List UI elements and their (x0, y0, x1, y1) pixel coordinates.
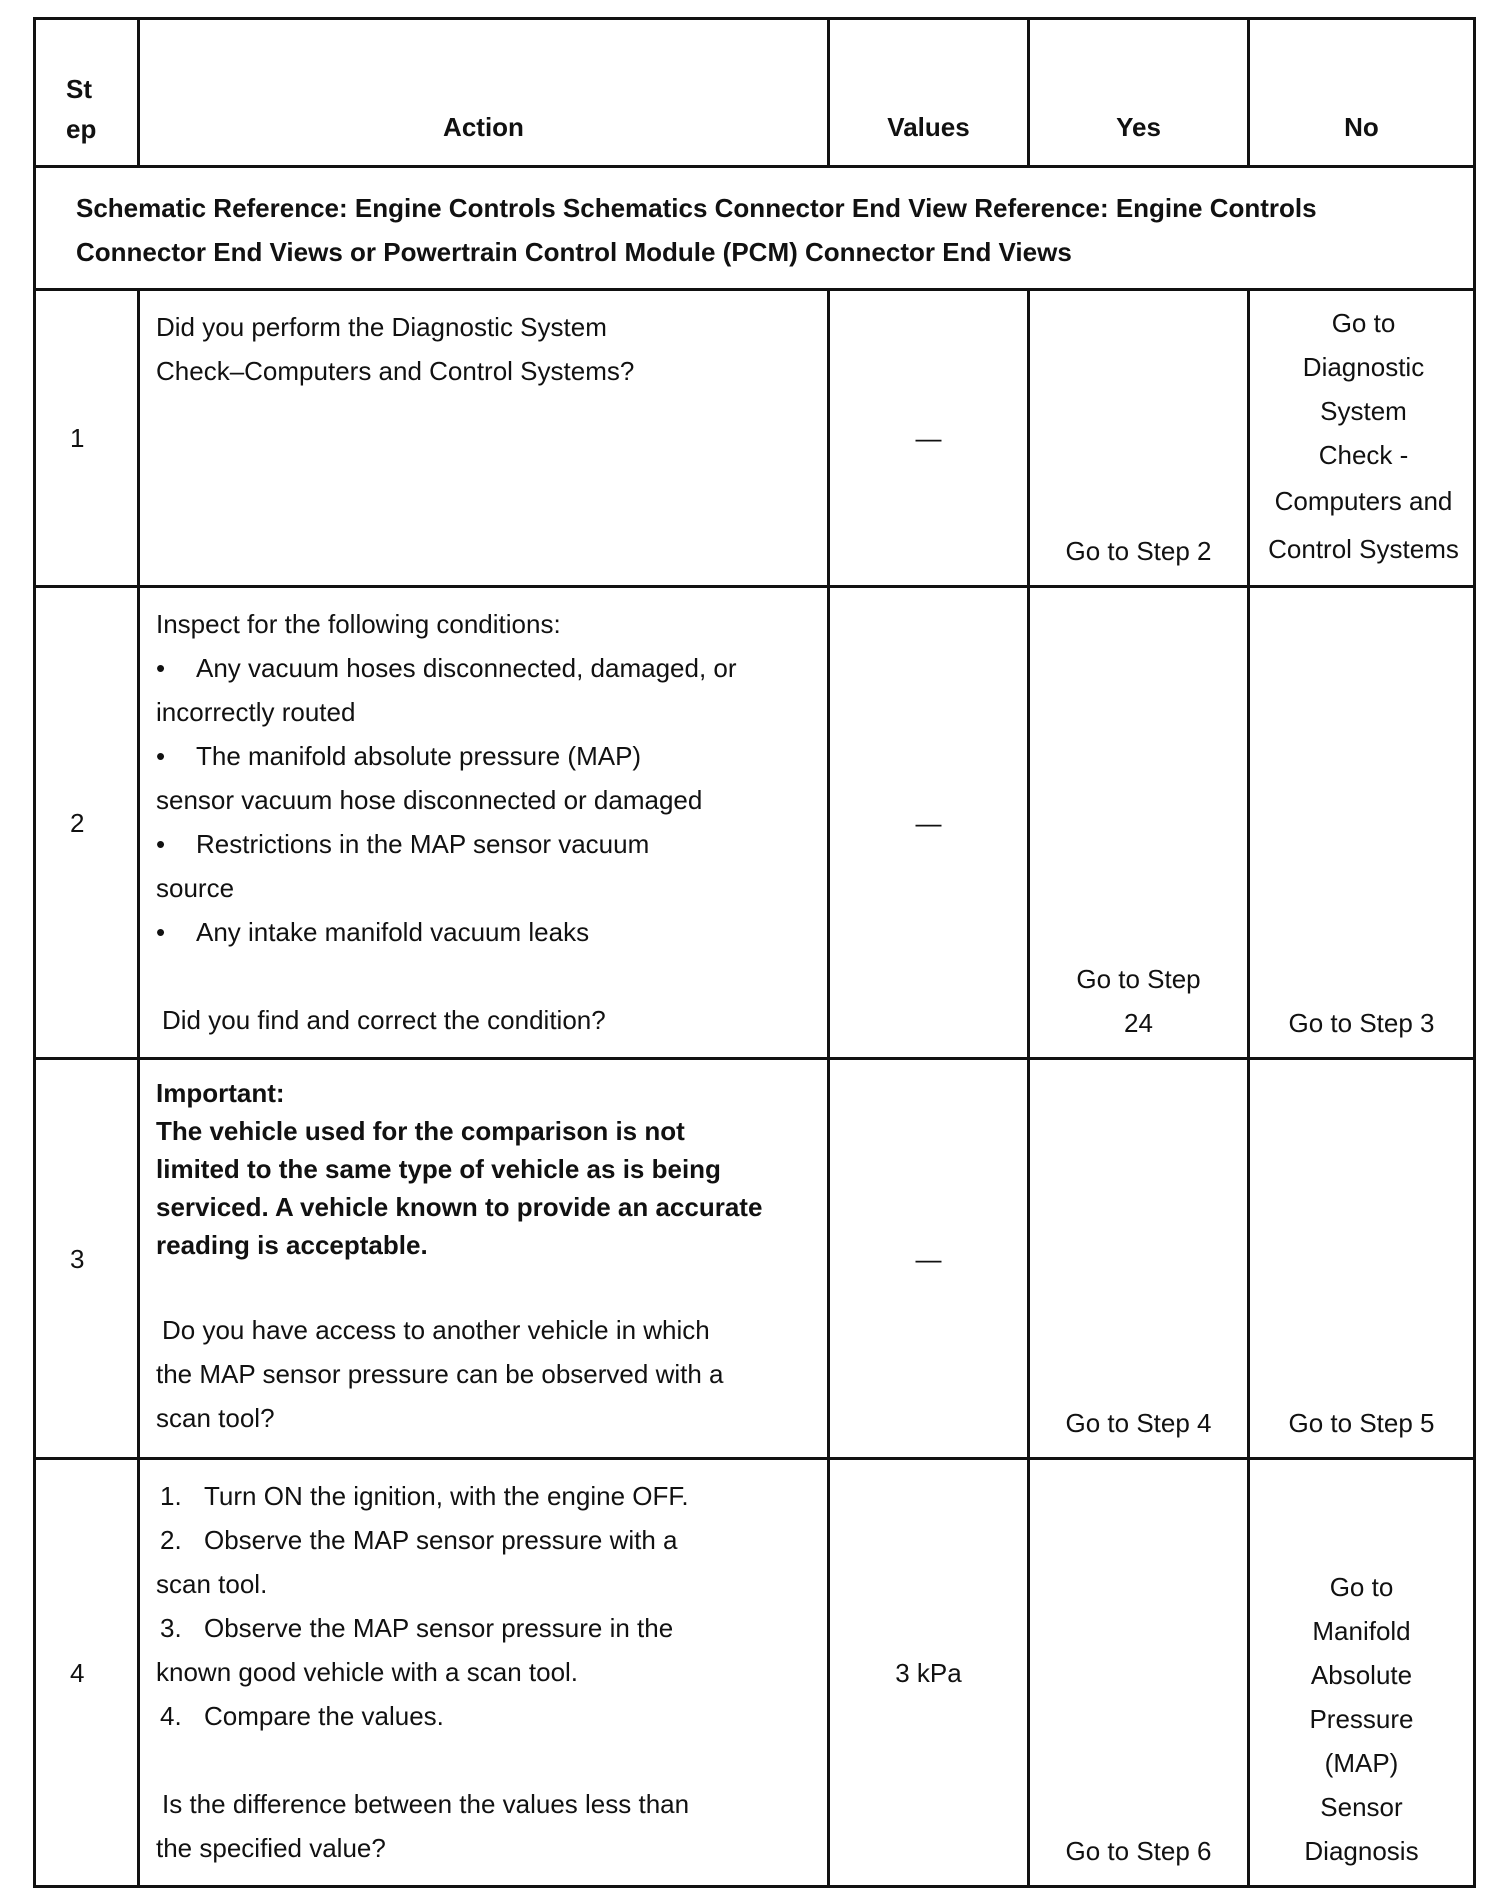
bullet-item: • The manifold absolute pressure (MAP) (156, 734, 809, 778)
no-link-line: (MAP) (1324, 1748, 1399, 1778)
bullet-continuation: incorrectly routed (156, 697, 356, 727)
action-cell (139, 587, 829, 1059)
bullet-item: • Any intake manifold vacuum leaks (156, 910, 809, 954)
table-row-step-3 (35, 1059, 1475, 1459)
yes-link[interactable] (1030, 957, 1247, 1045)
no-cell (1249, 587, 1475, 1059)
step-number: 1 (35, 290, 139, 587)
action-cell (139, 1059, 829, 1459)
no-link-line: Computers and (1274, 486, 1453, 516)
step-number: 4 (35, 1459, 139, 1887)
bullet-icon: • (156, 829, 166, 859)
no-link-line: Pressure (1309, 1704, 1414, 1734)
table-row-step-4 (35, 1459, 1475, 1887)
action-line: Did you perform the Diagnostic System (156, 312, 607, 342)
values-cell (829, 1459, 1029, 1887)
table-row-step-1 (35, 290, 1475, 587)
header-row (35, 19, 1475, 167)
no-cell (1249, 1459, 1475, 1887)
numbered-step-continuation: scan tool. (156, 1569, 268, 1599)
yes-cell (1029, 290, 1249, 587)
no-link-line: Go to (1331, 308, 1396, 338)
bullet-icon: • (156, 741, 166, 771)
no-link[interactable] (1250, 1565, 1473, 1873)
numbered-step-continuation: known good vehicle with a scan tool. (156, 1657, 579, 1687)
header-step-label: St ep (66, 74, 97, 144)
no-cell (1249, 1059, 1475, 1459)
no-link-line: Diagnosis (1304, 1836, 1419, 1866)
action-question: scan tool? (156, 1403, 275, 1433)
no-link-line: Absolute (1310, 1660, 1413, 1690)
important-text: The vehicle used for the comparison is not limited to the same type of vehicle as is being serviced. A vehicle known to provide an accurate reading is acceptable. (156, 1116, 763, 1260)
no-link-line: Manifold (1312, 1616, 1411, 1646)
values-dash: — (915, 1243, 942, 1274)
yes-cell (1029, 1459, 1249, 1887)
action-intro: Inspect for the following conditions: (156, 609, 561, 639)
no-link[interactable] (1260, 301, 1467, 573)
yes-link-line: 24 (1124, 1008, 1153, 1038)
action-cell (139, 1459, 829, 1887)
numbered-step: 4. Compare the values. (160, 1701, 444, 1731)
action-question: Did you find and correct the condition? (162, 1005, 606, 1035)
yes-link[interactable]: Go to Step 4 (1065, 1408, 1212, 1438)
yes-link[interactable]: Go to Step 2 (1065, 536, 1212, 566)
yes-cell (1029, 1059, 1249, 1459)
bullet-item: • Any vacuum hoses disconnected, damaged, or (156, 646, 809, 690)
no-link-line: Go to (1329, 1572, 1394, 1602)
action-question: Do you have access to another vehicle in which (162, 1315, 710, 1345)
no-cell (1249, 290, 1475, 587)
bullet-continuation: sensor vacuum hose disconnected or damaged (156, 785, 703, 815)
no-link[interactable]: Go to Step 3 (1288, 1008, 1435, 1038)
bullet-continuation: source (156, 873, 235, 903)
action-question: Is the difference between the values less than (162, 1789, 690, 1819)
bullet-icon: • (156, 653, 166, 683)
no-link-line: Check - (1318, 440, 1409, 470)
bullet-item: • Restrictions in the MAP sensor vacuum (156, 822, 809, 866)
values-cell (829, 290, 1029, 587)
reference-row (35, 167, 1475, 290)
step-number: 3 (35, 1059, 139, 1459)
no-link[interactable]: Go to Step 5 (1288, 1408, 1435, 1438)
no-link-line: System (1320, 396, 1407, 426)
header-step (35, 19, 139, 167)
action-question: the MAP sensor pressure can be observed with a (156, 1359, 724, 1389)
schematic-reference: Schematic Reference: Engine Controls Schematics Connector End View Reference: Engine Controls Connector End Views or Powertrain Control Module (PCM) Connector End Views (35, 167, 1475, 290)
values-dash: — (915, 807, 942, 838)
header-yes: Yes (1029, 19, 1249, 167)
numbered-step: 2. Observe the MAP sensor pressure with a (160, 1525, 678, 1555)
numbered-step: 1. Turn ON the ignition, with the engine OFF. (160, 1481, 689, 1511)
no-link-line: Diagnostic (1302, 352, 1425, 382)
values-text: 3 kPa (895, 1657, 962, 1688)
numbered-step: 3. Observe the MAP sensor pressure in the (160, 1613, 674, 1643)
no-link-line: Control Systems (1268, 534, 1459, 564)
header-action: Action (139, 19, 829, 167)
values-cell (829, 1059, 1029, 1459)
yes-link-line: Go to Step (1076, 964, 1201, 994)
yes-cell (1029, 587, 1249, 1059)
no-link-line: Sensor (1320, 1792, 1403, 1822)
diagnostic-table (33, 17, 1476, 1888)
action-line: Check–Computers and Control Systems? (156, 356, 635, 386)
bullet-icon: • (156, 917, 166, 947)
table-row-step-2 (35, 587, 1475, 1059)
action-question: the specified value? (156, 1833, 386, 1863)
values-dash: — (915, 423, 942, 453)
yes-link[interactable]: Go to Step 6 (1065, 1836, 1212, 1866)
action-cell (139, 290, 829, 587)
header-values: Values (829, 19, 1029, 167)
values-cell (829, 587, 1029, 1059)
step-number: 2 (35, 587, 139, 1059)
important-label: Important: (156, 1078, 285, 1108)
header-no: No (1249, 19, 1475, 167)
